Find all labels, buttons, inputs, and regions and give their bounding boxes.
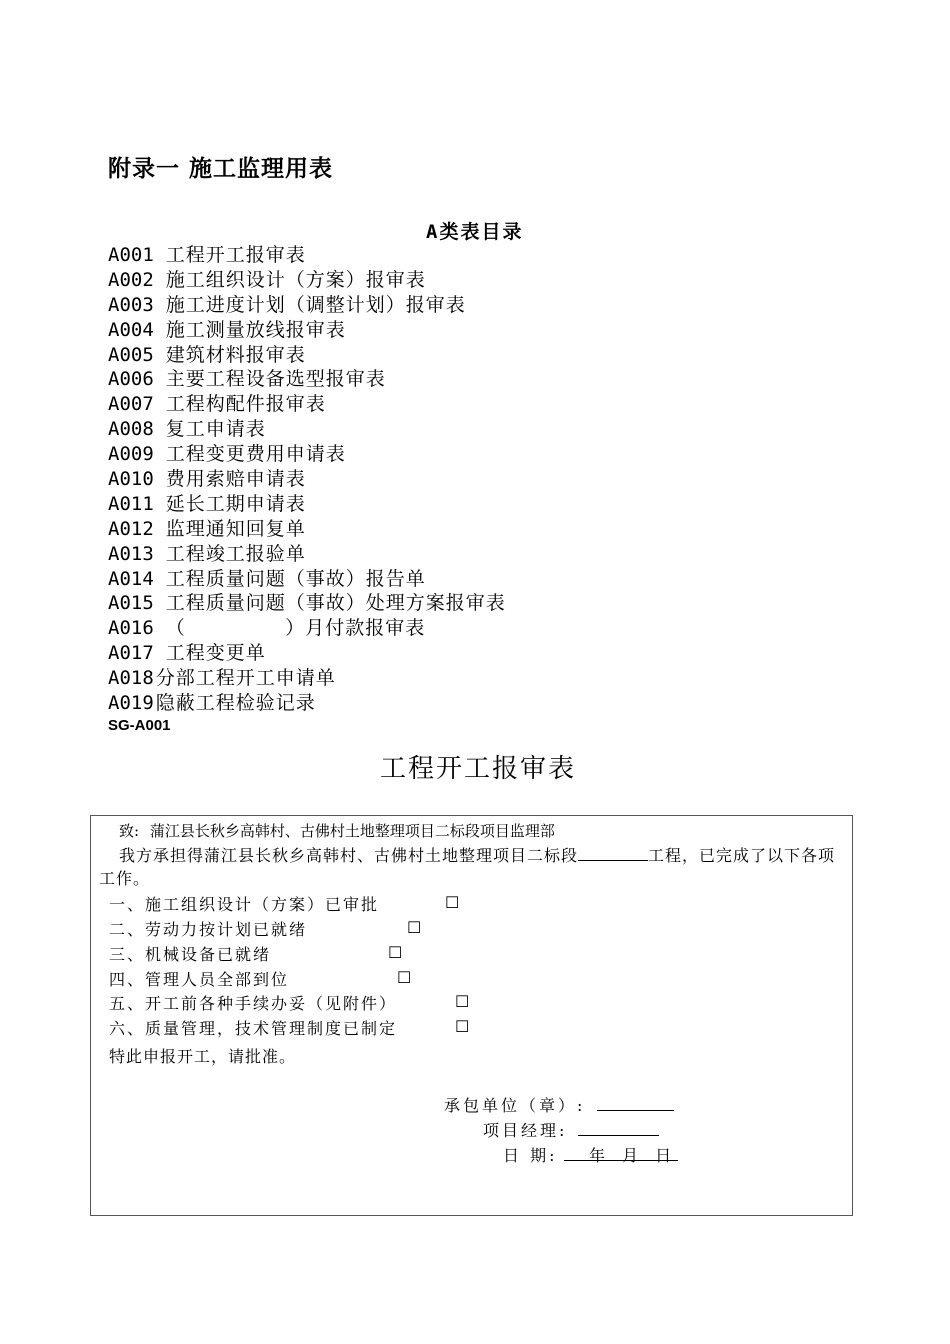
toc-item (108, 542, 506, 567)
toc-list (108, 243, 506, 716)
addressee-value: 蒲江县长秋乡高韩村、古佛村土地整理项目二标段项目监理部 (149, 822, 555, 840)
checklist-item (109, 991, 397, 1014)
toc-code: A011 (108, 492, 154, 515)
toc-item (108, 492, 506, 517)
checklist-text: 二、劳动力按计划已就绪 (109, 920, 308, 939)
checkbox-icon[interactable]: ☐ (455, 1017, 470, 1036)
toc-title: A类表目录 (426, 221, 524, 243)
toc-item (108, 392, 506, 417)
checklist-item (109, 942, 271, 965)
checklist-text: 一、施工组织设计（方案）已审批 (109, 895, 380, 914)
toc-item (108, 591, 506, 616)
closing-text: 特此申报开工，请批准。 (109, 1047, 297, 1066)
addressee-line (119, 820, 555, 841)
toc-code: A013 (108, 542, 154, 565)
toc-item (108, 367, 506, 392)
toc-name: 工程质量问题（事故）报告单 (165, 567, 426, 590)
checkbox-icon[interactable]: ☐ (397, 968, 412, 987)
toc-code: A010 (108, 468, 154, 491)
toc-name: 工程开工报审表 (165, 244, 306, 266)
toc-code: A006 (108, 368, 154, 391)
contractor-signature-field[interactable] (597, 1110, 674, 1111)
checklist-text: 五、开工前各种手续办妥（见附件） (109, 994, 398, 1013)
toc-code: A018 (108, 667, 154, 690)
toc-code: A008 (108, 418, 154, 441)
toc-item (108, 417, 506, 442)
toc-code: A003 (108, 293, 154, 316)
toc-code: A019 (108, 692, 154, 715)
toc-code: A009 (108, 443, 154, 466)
checkbox-icon[interactable]: ☐ (455, 992, 470, 1011)
form-code: SG-A001 (108, 717, 171, 734)
toc-item (108, 517, 506, 542)
toc-code: A001 (108, 244, 154, 266)
checklist-item (109, 967, 289, 990)
intro-text-a: 我方承担得蒲江县长秋乡高韩村、古佛村土地整理项目二标段 (119, 846, 579, 865)
toc-code: A004 (108, 318, 154, 341)
manager-signature-field[interactable] (578, 1135, 659, 1136)
checklist-item (109, 892, 379, 915)
date-field[interactable] (564, 1160, 678, 1161)
toc-item (108, 691, 506, 716)
toc-item (108, 243, 506, 268)
toc-name: 工程质量问题（事故）处理方案报审表 (165, 592, 506, 615)
toc-code: A007 (108, 393, 154, 416)
toc-item (108, 567, 506, 592)
toc-name: 建筑材料报审表 (165, 343, 306, 366)
toc-item (108, 268, 506, 293)
toc-name: 工程构配件报审表 (165, 393, 326, 416)
toc-name: 监理通知回复单 (165, 517, 306, 540)
toc-code: A015 (108, 592, 154, 615)
checkbox-icon[interactable]: ☐ (445, 893, 460, 912)
toc-code: A002 (108, 268, 154, 291)
toc-code: A005 (108, 343, 154, 366)
toc-name: 延长工期申请表 (165, 492, 306, 515)
contractor-label: 承包单位（章）: (444, 1096, 586, 1115)
toc-name: 工程变更费用申请表 (165, 443, 346, 466)
toc-code: A012 (108, 517, 154, 540)
toc-item (108, 666, 506, 691)
toc-name: 费用索赔申请表 (165, 468, 306, 491)
checklist-item (109, 1016, 397, 1039)
toc-name: 复工申请表 (165, 418, 266, 441)
toc-name: 主要工程设备选型报审表 (165, 368, 386, 391)
toc-item (108, 442, 506, 467)
addressee-label: 致: (119, 822, 140, 840)
intro-paragraph (99, 844, 847, 890)
checklist-text: 六、质量管理，技术管理制度已制定 (109, 1019, 398, 1038)
toc-name: 施工测量放线报审表 (165, 318, 346, 341)
toc-name: 施工组织设计（方案）报审表 (165, 268, 426, 291)
toc-item (108, 343, 506, 368)
toc-item (108, 467, 506, 492)
toc-item (108, 616, 506, 641)
toc-name: 工程变更单 (165, 642, 266, 665)
checkbox-icon[interactable]: ☐ (388, 943, 403, 962)
checklist-text: 四、管理人员全部到位 (109, 970, 290, 989)
toc-name: （ ）月付款报审表 (165, 617, 426, 640)
toc-code: A014 (108, 567, 154, 590)
checklist-item (109, 917, 307, 940)
toc-name: 工程竣工报验单 (165, 542, 306, 565)
checklist-text: 三、机械设备已就绪 (109, 945, 272, 964)
intro-text-b: 工程，已完成了以下各项工作。 (99, 846, 836, 888)
page-heading: 附录一 施工监理用表 (108, 156, 334, 182)
form-title: 工程开工报审表 (380, 754, 577, 784)
toc-code: A017 (108, 642, 154, 665)
toc-item (108, 293, 506, 318)
toc-name: 隐蔽工程检验记录 (155, 692, 316, 715)
toc-name: 施工进度计划（调整计划）报审表 (165, 293, 466, 316)
date-value: 年 月 日 (589, 1146, 678, 1165)
project-name-blank[interactable] (578, 846, 648, 861)
manager-label: 项目经理: (483, 1121, 568, 1140)
toc-item (108, 641, 506, 666)
date-label: 日 期: (503, 1146, 558, 1165)
toc-name: 分部工程开工申请单 (155, 667, 336, 690)
toc-code: A016 (108, 617, 154, 640)
toc-item (108, 318, 506, 343)
form-box (90, 815, 853, 1216)
checkbox-icon[interactable]: ☐ (407, 918, 422, 937)
